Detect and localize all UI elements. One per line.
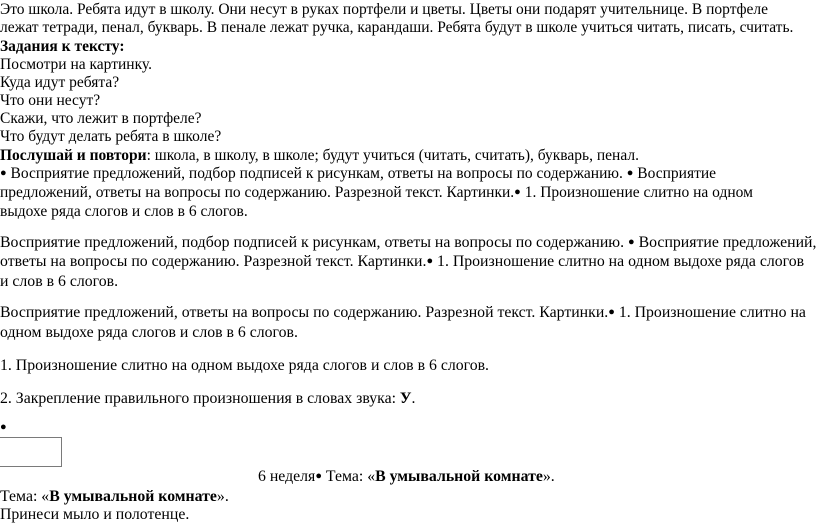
block5-text: 2. Закрепление правильного произношения в словах звука: [0, 390, 400, 407]
standalone-bullet [0, 418, 7, 437]
block3-line-1 [0, 303, 806, 322]
block1-text: Восприятие предложений, подбор подписей к рисункам, ответы на вопросы по содержанию. [6, 165, 627, 182]
block1-line-2 [0, 183, 753, 202]
block2-line-2 [0, 252, 804, 271]
block2-text: ответы на вопросы по содержанию. Разрезной текст. Картинки. [0, 253, 427, 270]
task-item: Что они несут? [0, 92, 101, 109]
block2-text: 1. Произношение слитно на одном выдохе ряда слогов [433, 253, 805, 270]
week-label: 6 неделя [258, 468, 316, 485]
task-item: Посмотри на картинку. [0, 56, 152, 73]
block2-line-3: и слов в 6 слогов. [0, 273, 119, 290]
week-theme: В умывальной комнате [375, 468, 543, 485]
theme-suffix: ». [216, 488, 229, 505]
block1-line-3: выдохе ряда слогов и слов в 6 слогов. [0, 203, 248, 220]
block3-line-2: одном выдохе ряда слогов и слов в 6 слогов. [0, 324, 298, 341]
block1-text: предложений, ответы на вопросы по содержанию. Разрезной текст. Картинки. [0, 184, 515, 201]
listen-line [0, 146, 639, 165]
theme-prefix: Тема: « [0, 488, 50, 505]
theme-line [0, 487, 229, 506]
block3-text: 1. Произношение слитно на [614, 304, 806, 321]
bullet-icon: ● [514, 186, 521, 198]
block3-text: Восприятие предложений, ответы на вопросы по содержанию. Разрезной текст. Картинки. [0, 304, 609, 321]
block2-text: Восприятие предложений, подбор подписей к рисункам, ответы на вопросы по содержанию. [0, 234, 628, 251]
block5-line [0, 389, 415, 408]
block2-line-1 [0, 233, 816, 252]
bullet-icon: ● [628, 236, 635, 248]
last-line: Принеси мыло и полотенце. [0, 506, 190, 523]
week-theme-suffix: ». [542, 468, 555, 485]
tasks-heading: Задания к тексту: [0, 38, 125, 55]
bullet-icon: ● [315, 470, 322, 482]
bullet-icon: ● [626, 167, 634, 179]
bullet-icon: ● [0, 167, 7, 179]
listen-text: : школа, в школу, в школе; будут учиться (читать, считать), букварь, пенал. [146, 147, 639, 164]
task-item: Что будут делать ребята в школе? [0, 128, 222, 145]
block1-line-1 [0, 164, 716, 183]
block1-text: Восприятие [633, 165, 717, 182]
block1-text: 1. Произношение слитно на одном [520, 184, 753, 201]
block5-sound: У [399, 390, 412, 407]
intro-line-2: лежат тетради, пенал, букварь. В пенале лежат ручка, карандаши. Ребята будут в школе учиться читать, писать, считать. [0, 19, 794, 36]
week-line [258, 467, 555, 486]
intro-line-1: Это школа. Ребята идут в школу. Они несут в руках портфели и цветы. Цветы они подарят учительнице. В портфеле [0, 1, 769, 18]
task-item: Скажи, что лежит в портфеле? [0, 110, 202, 127]
bullet-icon: ● [426, 255, 434, 267]
block4-line: 1. Произношение слитно на одном выдохе ряда слогов и слов в 6 слогов. [0, 357, 490, 374]
bullet-icon: ● [608, 306, 615, 318]
empty-table-cell [0, 437, 62, 467]
theme-title: В умывальной комнате [49, 488, 217, 505]
block5-end: . [411, 390, 416, 407]
block2-text: Восприятие предложений, [634, 234, 816, 251]
listen-label: Послушай и повтори [0, 147, 147, 164]
bullet-icon: ● [0, 421, 7, 433]
week-theme-prefix: Тема: « [321, 468, 376, 485]
task-item: Куда идут ребята? [0, 74, 120, 91]
